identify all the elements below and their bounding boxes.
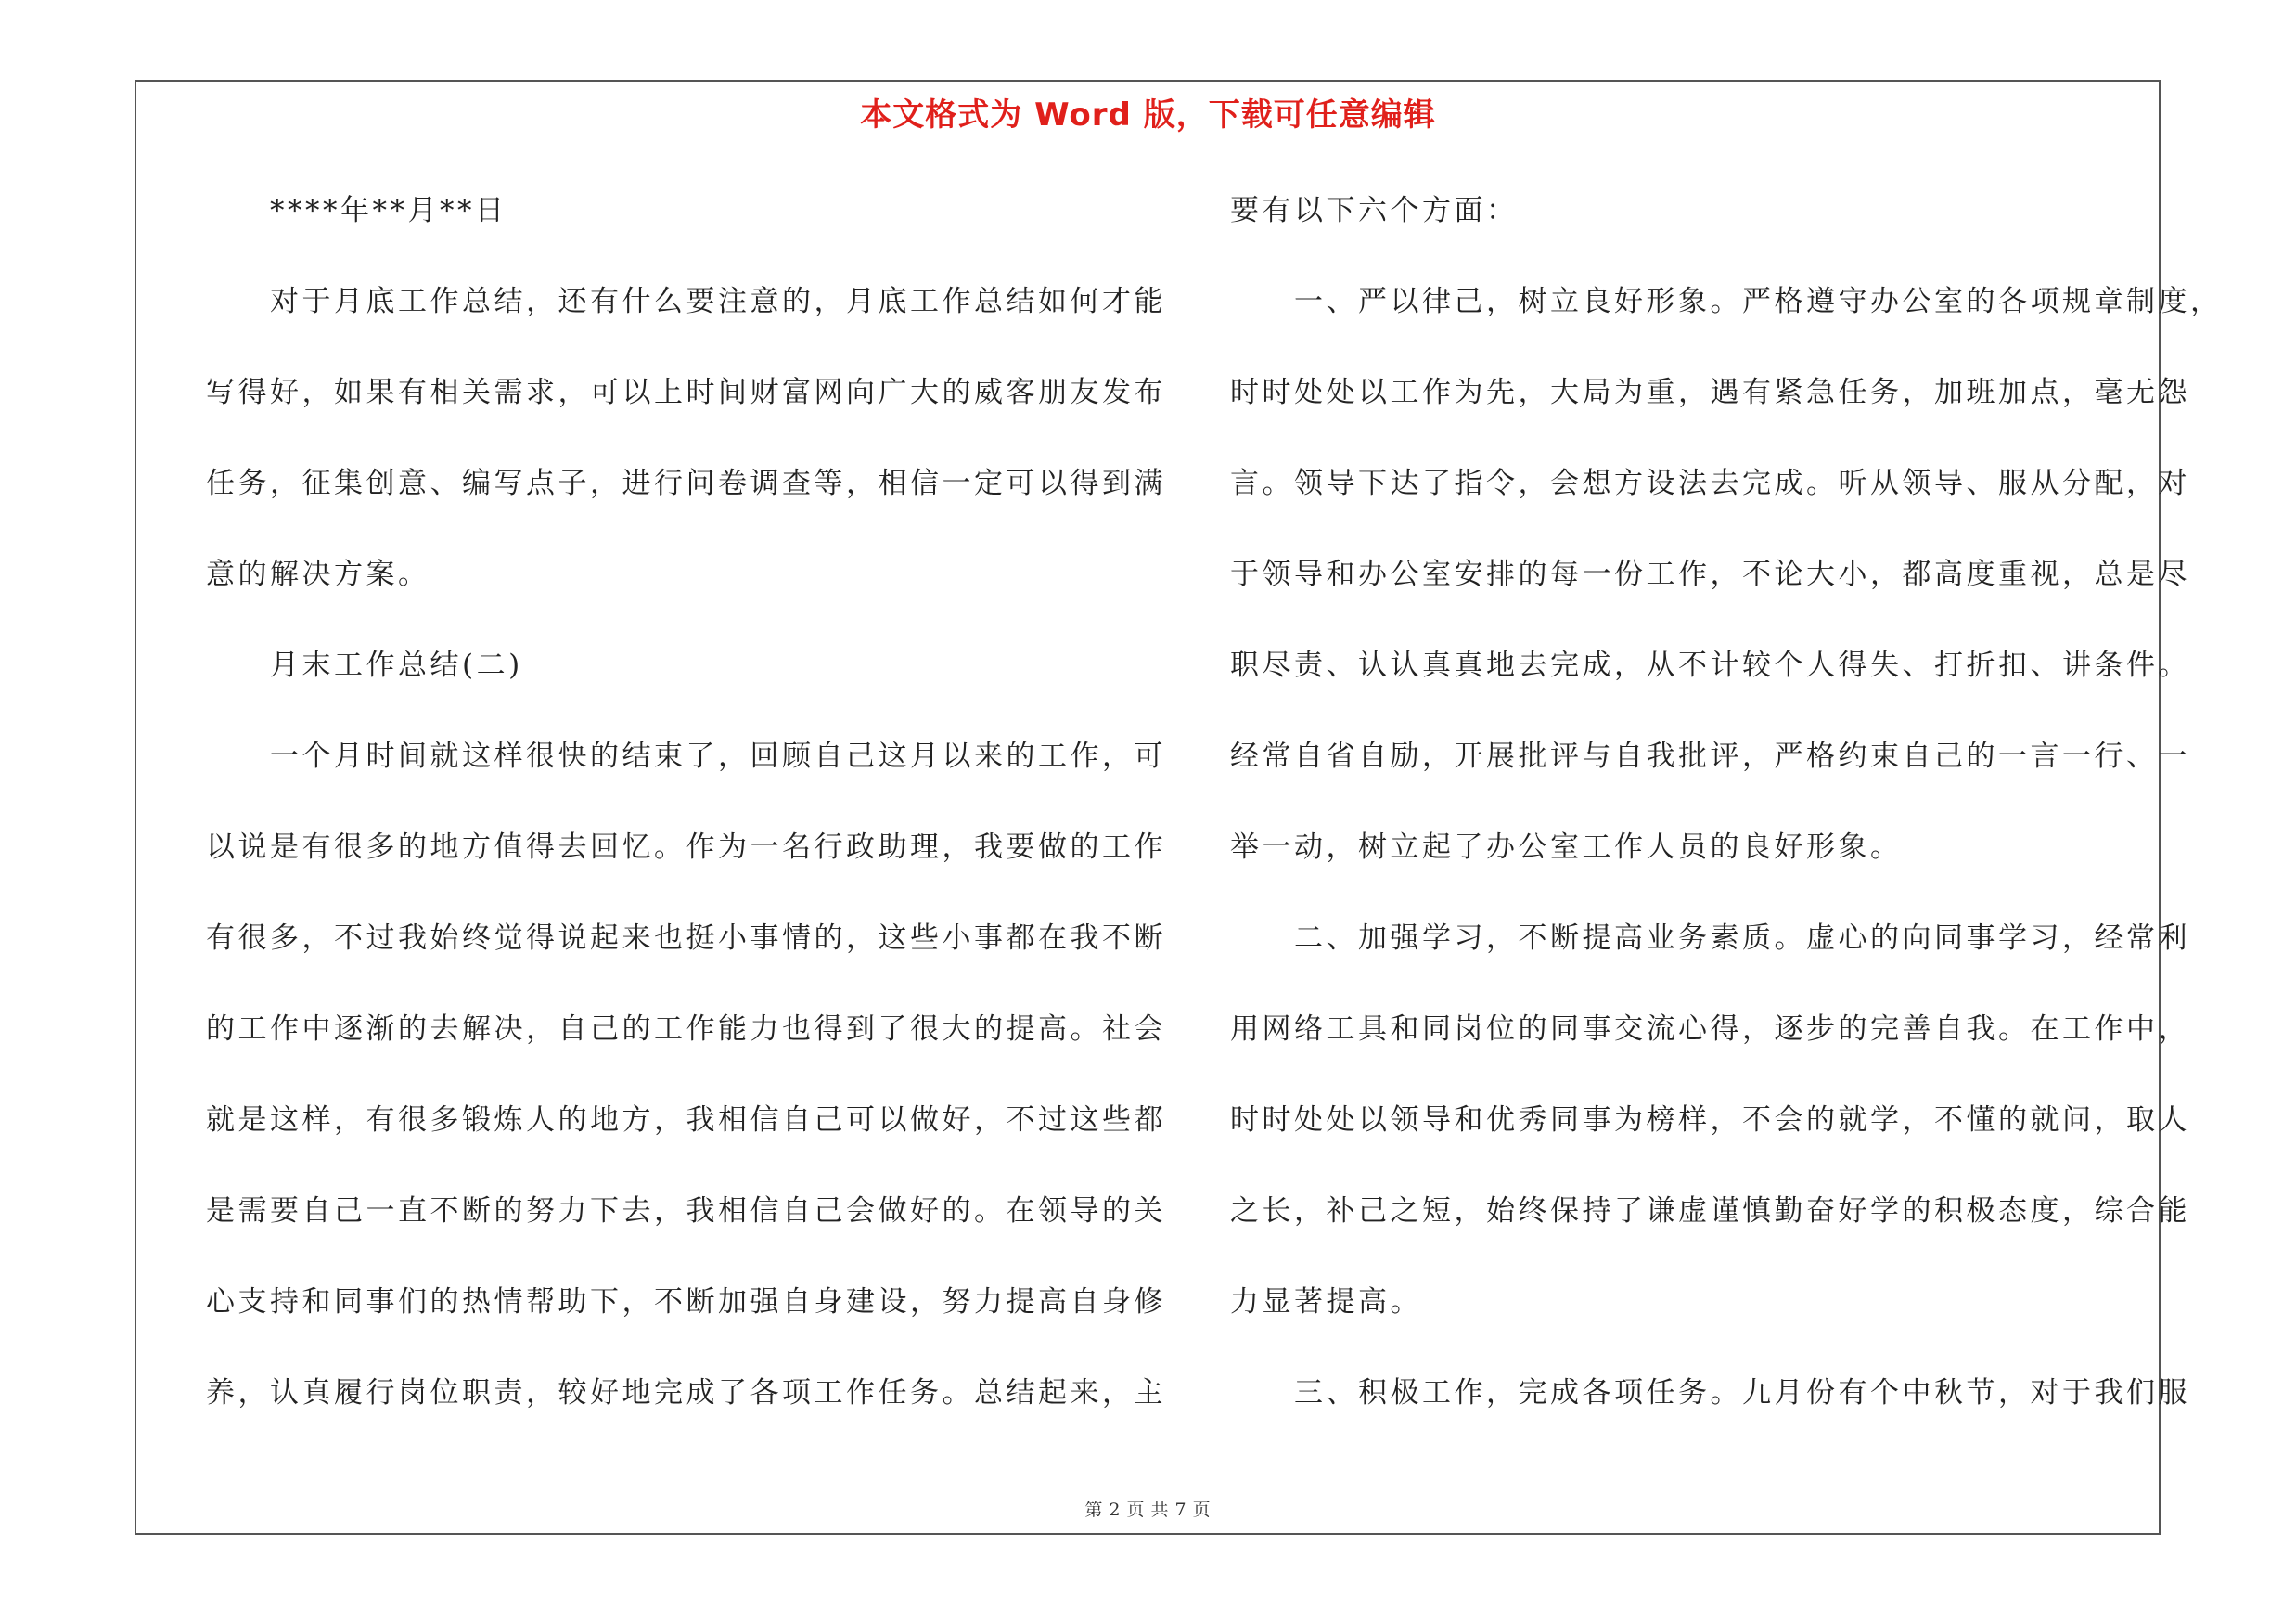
text-line: 三、积极工作，完成各项任务。九月份有个中秋节，对于我们服 — [1230, 1376, 2190, 1410]
text-line: 经常自省自励，开展批评与自我批评，严格约束自己的一言一行、一 — [1230, 740, 2190, 773]
text-line: 养，认真履行岗位职责，较好地完成了各项工作任务。总结起来，主 — [206, 1376, 1166, 1410]
text-line: 写得好，如果有相关需求，可以上时间财富网向广大的威客朋友发布 — [206, 376, 1166, 409]
footer-total-unit: 页 — [1192, 1500, 1212, 1520]
text-line: 言。领导下达了指令，会想方设法去完成。听从领导、服从分配，对 — [1230, 467, 2190, 500]
text-line: 时时处处以领导和优秀同事为榜样，不会的就学，不懂的就问，取人 — [1230, 1103, 2190, 1137]
footer-page-unit: 页 — [1126, 1500, 1146, 1520]
text-line: 举一动，树立起了办公室工作人员的良好形象。 — [1230, 831, 1903, 864]
page-number-footer — [0, 1496, 2296, 1521]
text-line: 职尽责、认认真真地去完成，从不计较个人得失、打折扣、讲条件。 — [1230, 649, 2190, 682]
text-line: 之长，补己之短，始终保持了谦虚谨慎勤奋好学的积极态度，综合能 — [1230, 1194, 2190, 1228]
text-line: 以说是有很多的地方值得去回忆。作为一名行政助理，我要做的工作 — [206, 831, 1166, 864]
footer-page-prefix: 第 — [1084, 1500, 1104, 1520]
footer-total-prefix: 共 — [1150, 1500, 1170, 1520]
text-line: 于领导和办公室安排的每一份工作，不论大小，都高度重视，总是尽 — [1230, 558, 2190, 591]
text-line: 一个月时间就这样很快的结束了，回顾自己这月以来的工作，可 — [206, 740, 1166, 773]
text-line: 意的解决方案。 — [206, 558, 430, 591]
text-line: 对于月底工作总结，还有什么要注意的，月底工作总结如何才能 — [206, 285, 1166, 318]
text-line: 要有以下六个方面： — [1230, 194, 1519, 227]
left-text-column — [206, 184, 1166, 1457]
format-notice-banner: 本文格式为 Word 版，下载可任意编辑 — [860, 97, 1436, 134]
text-line: ****年**月**日 — [206, 194, 507, 227]
footer-current-page: 2 — [1109, 1500, 1122, 1520]
text-line: 是需要自己一直不断的努力下去，我相信自己会做好的。在领导的关 — [206, 1194, 1166, 1228]
text-line: 心支持和同事们的热情帮助下，不断加强自身建设，努力提高自身修 — [206, 1285, 1166, 1319]
right-text-column — [1230, 184, 2223, 1457]
section-heading: 月末工作总结(二) — [206, 649, 523, 682]
text-line: 用网络工具和同岗位的同事交流心得，逐步的完善自我。在工作中， — [1230, 1012, 2190, 1046]
text-line: 时时处处以工作为先，大局为重，遇有紧急任务，加班加点，毫无怨 — [1230, 376, 2190, 409]
footer-total-pages: 7 — [1174, 1500, 1187, 1520]
text-line: 二、加强学习，不断提高业务素质。虚心的向同事学习，经常利 — [1230, 921, 2190, 955]
text-line: 力显著提高。 — [1230, 1285, 1422, 1319]
text-line: 就是这样，有很多锻炼人的地方，我相信自己可以做好，不过这些都 — [206, 1103, 1166, 1137]
text-line: 的工作中逐渐的去解决，自己的工作能力也得到了很大的提高。社会 — [206, 1012, 1166, 1046]
text-line: 一、严以律己，树立良好形象。严格遵守办公室的各项规章制度， — [1230, 285, 2223, 318]
text-line: 任务，征集创意、编写点子，进行问卷调查等，相信一定可以得到满 — [206, 467, 1166, 500]
text-line: 有很多，不过我始终觉得说起来也挺小事情的，这些小事都在我不断 — [206, 921, 1166, 955]
